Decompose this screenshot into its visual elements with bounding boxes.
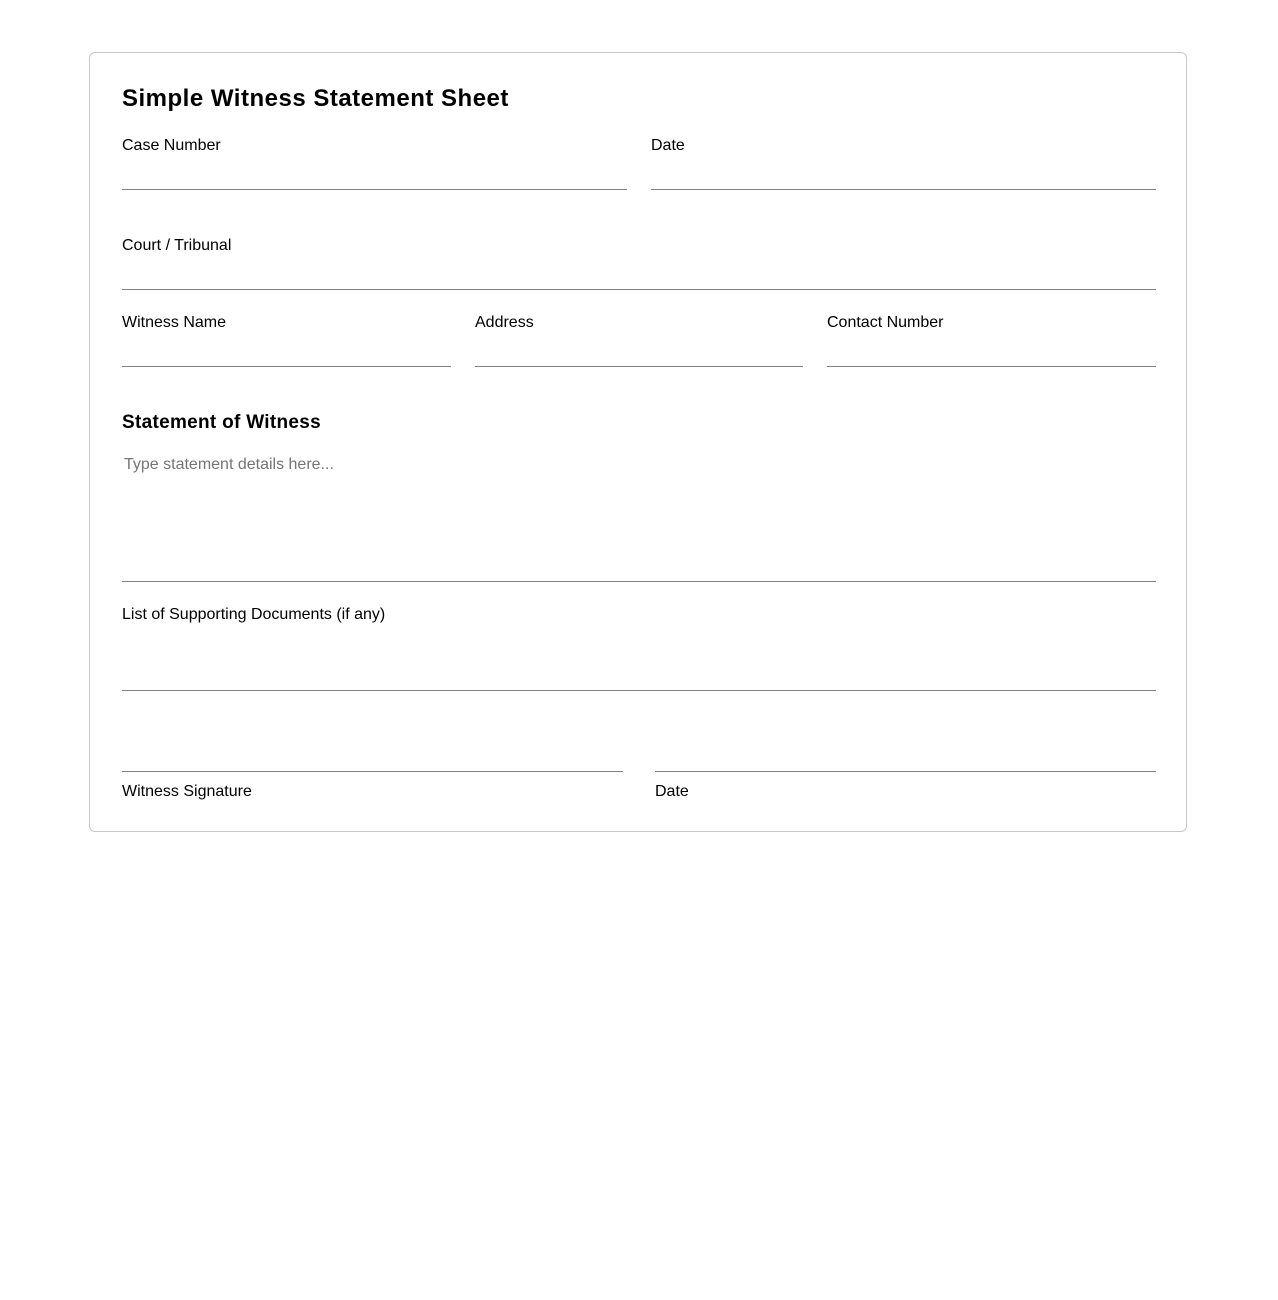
supporting-documents-input[interactable] <box>122 633 1156 691</box>
date-label: Date <box>651 137 685 154</box>
statement-heading: Statement of Witness <box>122 412 322 433</box>
witness-signature-label: Witness Signature <box>122 783 252 800</box>
case-number-label: Case Number <box>122 137 221 154</box>
witness-name-label: Witness Name <box>122 314 227 331</box>
form-title: Simple Witness Statement Sheet <box>122 85 509 112</box>
address-input[interactable] <box>475 340 803 367</box>
signature-date-line <box>655 771 1156 772</box>
date-input[interactable] <box>651 163 1156 190</box>
witness-statement-form <box>89 52 1187 832</box>
contact-number-input[interactable] <box>827 340 1156 367</box>
statement-textarea[interactable] <box>122 453 1156 582</box>
case-number-input[interactable] <box>122 163 627 190</box>
address-label: Address <box>475 314 534 331</box>
signature-line <box>122 771 623 772</box>
court-tribunal-label: Court / Tribunal <box>122 237 232 254</box>
signature-date-label: Date <box>655 783 689 800</box>
court-tribunal-input[interactable] <box>122 263 1156 290</box>
contact-number-label: Contact Number <box>827 314 944 331</box>
supporting-documents-label: List of Supporting Documents (if any) <box>122 606 386 623</box>
witness-name-input[interactable] <box>122 340 451 367</box>
